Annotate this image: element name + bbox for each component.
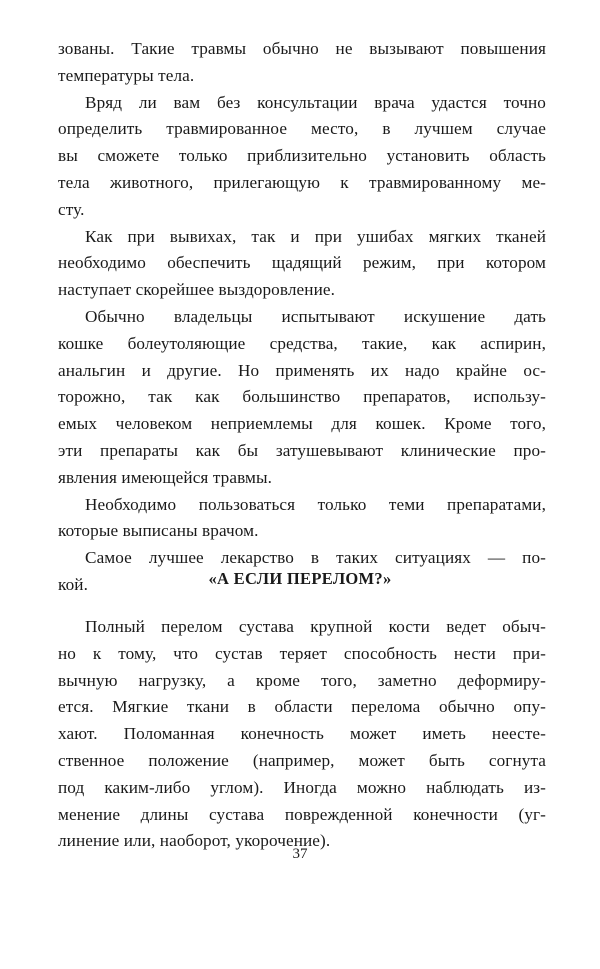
- text-line: хают. Поломанная конечность может иметь неесте-: [58, 724, 546, 744]
- text-line: сту.: [58, 199, 85, 219]
- text-line: Обычно владельцы испытывают искушение дать: [85, 306, 546, 326]
- text-line: кой.: [58, 574, 88, 594]
- text-line: вычную нагрузку, а кроме того, заметно деформиру-: [58, 670, 546, 690]
- text-line: ется. Мягкие ткани в области перелома обычно опу-: [58, 697, 546, 717]
- text-line: которые выписаны врачом.: [58, 521, 259, 541]
- text-line: линение или, наоборот, укорочение).: [58, 831, 331, 851]
- text-line: необходимо обеспечить щадящий режим, при котором: [58, 253, 546, 273]
- body-text-section: [58, 614, 546, 855]
- section-heading: «А ЕСЛИ ПЕРЕЛОМ?»: [208, 569, 392, 588]
- page-number: 37: [292, 846, 308, 862]
- text-line: явления имеющейся травмы.: [58, 467, 273, 487]
- text-line: зованы. Такие травмы обычно не вызывают повышения: [58, 39, 546, 58]
- text-line: Вряд ли вам без консультации врача удастся точно: [85, 92, 546, 112]
- text-line: емых человеком неприемлемы для кошек. Кроме того,: [58, 414, 546, 434]
- text-line: ственное положение (например, может быть согнута: [58, 750, 546, 770]
- text-line: тела животного, прилегающую к травмированному ме-: [58, 172, 546, 192]
- text-line: торожно, так как большинство препаратов, использу-: [58, 387, 546, 407]
- text-line: Полный перелом сустава крупной кости ведет обыч-: [85, 617, 546, 636]
- text-line: под каким-либо углом). Иногда можно наблюдать из-: [58, 777, 546, 797]
- text-line: анальгин и другие. Но применять их надо крайне ос-: [58, 360, 546, 380]
- text-line: менение длины сустава поврежденной конечности (уг-: [58, 804, 546, 824]
- text-line: кошке болеутоляющие средства, такие, как аспирин,: [58, 333, 546, 353]
- text-line: определить травмированное место, в лучшем случае: [58, 119, 546, 139]
- text-line: но к тому, что сустав теряет способность нести при-: [58, 643, 546, 663]
- text-line: температуры тела.: [58, 65, 195, 85]
- text-line: Как при вывихах, так и при ушибах мягких тканей: [85, 226, 546, 246]
- text-line: эти препараты как бы затушевывают клинические про-: [58, 440, 546, 460]
- text-line: Самое лучшее лекарство в таких ситуациях — по-: [85, 548, 546, 568]
- text-line: наступает скорейшее выздоровление.: [58, 280, 335, 300]
- text-line: Необходимо пользоваться только теми препаратами,: [85, 494, 546, 514]
- body-text-top: [58, 36, 546, 599]
- text-line: вы сможете только приблизительно установить область: [58, 146, 546, 166]
